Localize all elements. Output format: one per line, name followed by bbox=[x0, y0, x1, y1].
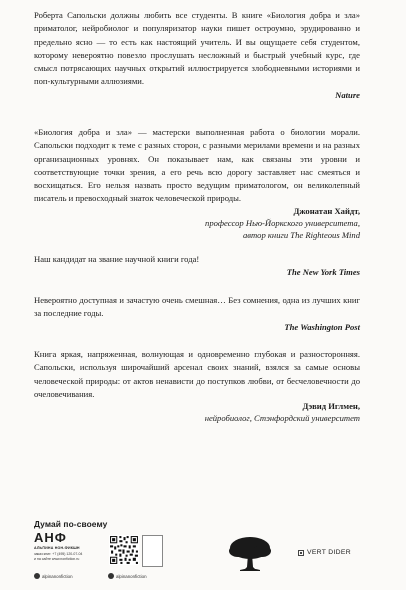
review-eagleman-role: нейробиолог, Стэнфордский университет bbox=[204, 413, 360, 423]
qr-code-icon[interactable] bbox=[109, 535, 139, 565]
vert-dider-logo bbox=[298, 549, 351, 556]
review-nyt-text: Наш кандидат на звание научной книги года! bbox=[34, 254, 200, 264]
review-haidt-author: Джонатан Хайдт, bbox=[293, 206, 360, 216]
publisher-logo: АНФ bbox=[34, 530, 67, 545]
vert-dider-icon bbox=[298, 550, 304, 556]
vert-dider-label: VERT DIDER bbox=[307, 549, 351, 556]
telegram-icon bbox=[108, 573, 114, 579]
contact-phone: заказ книг: +7 (495) 120-07-04 bbox=[34, 552, 83, 556]
review-eagleman-text: Книга яркая, напряженная, волнующая и одновременно глубокая и разносторонняя. Сапольски, используя широчайший арсенал своих знаний, взялся за самые основы человеческой природы: от актов ненависти до поступков любви, от бесчеловечности до очеловечивания. bbox=[34, 349, 360, 399]
social-telegram-label: alpinanonfiction bbox=[116, 573, 147, 579]
review-haidt-attribution bbox=[205, 205, 360, 241]
review-eagleman-attribution bbox=[205, 400, 360, 424]
vk-icon bbox=[34, 573, 40, 579]
review-wapo-text: Невероятно доступная и зачастую очень смешная… Без сомнения, одна из лучших книг за последние годы. bbox=[34, 295, 360, 319]
social-telegram[interactable] bbox=[108, 573, 147, 579]
publisher-logo-subtitle: АЛЬПИНА НОН-ФИКШН bbox=[34, 546, 80, 550]
social-vk-label: alpinanonfiction bbox=[42, 573, 73, 579]
review-haidt-text: «Биология добра и зла» — мастерски выполненная работа о биологии морали. Сапольски подходит к теме с разных сторон, с разными мерилами времени и на разных организационных уровнях. Он показывает нам, как связаны эти уровни и соответствующие точки зрения, а его речь всю дорогу заставляет нас смеяться и восхищаться. Его нельзя назвать просто ведущим приматологом, он великолепный писатель и превосходный знаток человеческой природы. bbox=[34, 127, 360, 204]
review-nature-source: Nature bbox=[335, 90, 360, 100]
publisher-contacts bbox=[34, 552, 106, 562]
tree-logo-icon bbox=[228, 534, 272, 574]
contact-site: и на сайте www.nonfiction.ru bbox=[34, 557, 80, 561]
review-haidt-role-2: автор книги The Righteous Mind bbox=[242, 230, 360, 240]
social-vk[interactable] bbox=[34, 573, 73, 579]
review-eagleman-author: Дэвид Иглмен, bbox=[302, 401, 360, 411]
publisher-slogan: Думай по-своему bbox=[34, 519, 108, 529]
review-wapo-source: The Washington Post bbox=[284, 322, 360, 332]
review-haidt-role-1: профессор Нью-Йоркского университета, bbox=[205, 218, 360, 228]
review-nature-text: Роберта Сапольски должны любить все студенты. В книге «Биология добра и зла» приматолог, нейробиолог и популяризатор науки пишет остроумно, эрудированно и предельно ясно — то есть как настоящий учитель. И вы ощущаете себя студентом, которому невероятно повезло прослушать несложный и быстрый учебный курс, где смысл потрясающих научных открытий иллюстрируется злободневными историями и поп-культурными аллюзиями. bbox=[34, 10, 360, 87]
sticker-placeholder bbox=[142, 535, 163, 567]
review-nyt-source: The New York Times bbox=[286, 267, 360, 277]
